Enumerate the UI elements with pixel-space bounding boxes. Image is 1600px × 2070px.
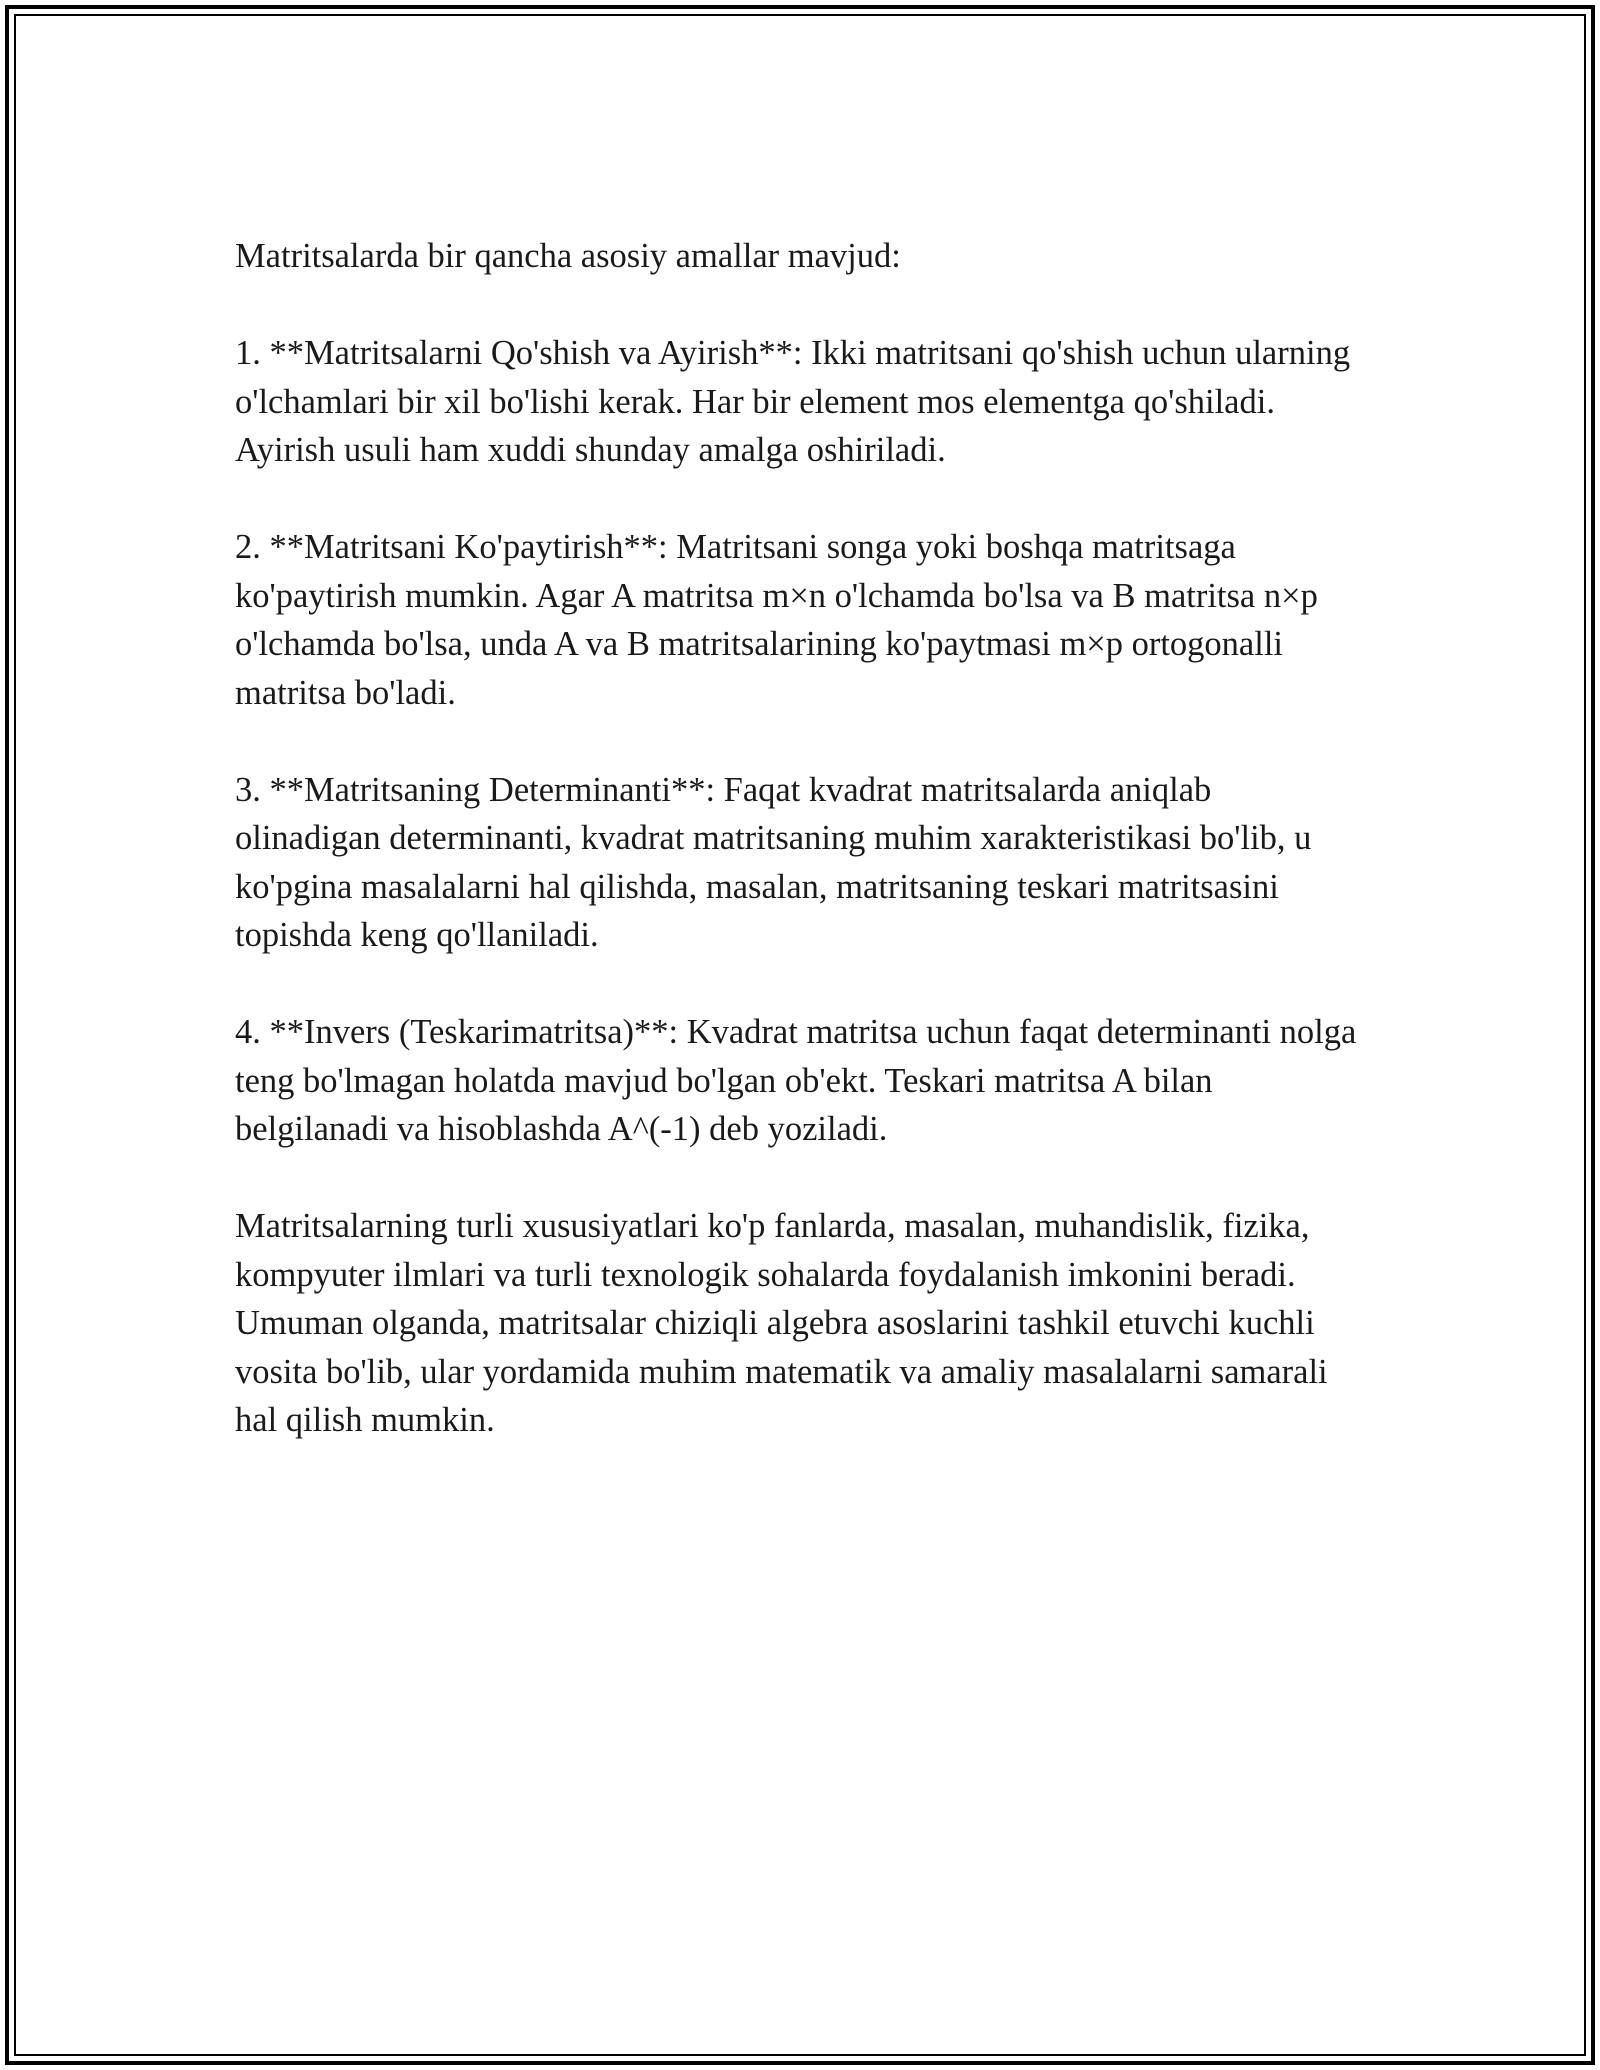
list-item-addition: 1. **Matritsalarni Qo'shish va Ayirish**: Ikki matritsani qo'shish uchun ularning o'lchamlari bir xil bo'lishi kerak. Har bir element mos elementga qo'shiladi. Ayirish usuli ham xuddi shunday amalga oshiriladi. [235, 334, 1351, 469]
document-body [235, 232, 1365, 1445]
list-item-inverse: 4. **Invers (Teskarimatritsa)**: Kvadrat matritsa uchun faqat determinanti nolga teng bo'lmagan holatda mavjud bo'lgan ob'ekt. Teskari matritsa A bilan belgilanadi va hisoblashda A^(-1) deb yoziladi. [235, 1013, 1357, 1148]
list-item-multiplication: 2. **Matritsani Ko'paytirish**: Matritsani songa yoki boshqa matritsaga ko'paytirish mumkin. Agar A matritsa m×n o'lchamda bo'lsa va B matritsa n×p o'lchamda bo'lsa, unda A va B matritsalarining ko'paytmasi m×p ortogonalli matritsa bo'ladi. [235, 528, 1318, 712]
list-item-determinant: 3. **Matritsaning Determinanti**: Faqat kvadrat matritsalarda aniqlab olinadigan determinanti, kvadrat matritsaning muhim xarakteristikasi bo'lib, u ko'pgina masalalarni hal qilishda, masalan, matritsaning teskari matritsasini topishda keng qo'llaniladi. [235, 770, 1312, 954]
intro-paragraph: Matritsalarda bir qancha asosiy amallar mavjud: [235, 237, 901, 275]
conclusion-paragraph: Matritsalarning turli xususiyatlari ko'p fanlarda, masalan, muhandislik, fizika, kompyuter ilmlari va turli texnologik sohalarda foydalanish imkonini beradi. Umuman olganda, matritsalar chiziqli algebra asoslarini tashkil etuvchi kuchli vosita bo'lib, ular yordamida muhim matematik va amaliy masalalarni samarali hal qilish mumkin. [235, 1207, 1328, 1439]
